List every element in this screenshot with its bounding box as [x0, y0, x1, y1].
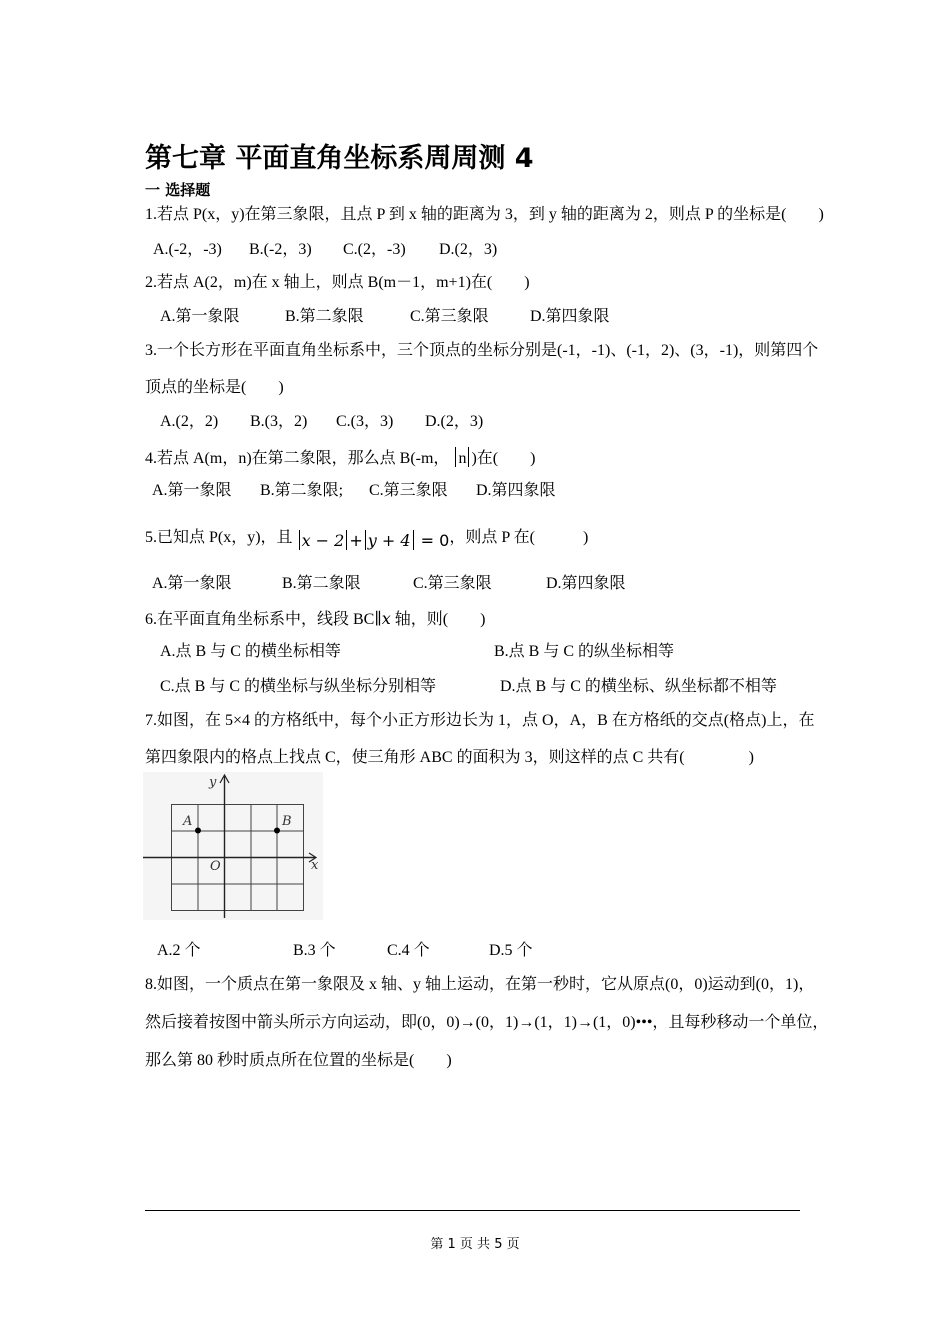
question-4-option-b: B.第二象限; — [260, 482, 344, 499]
question-7-option-a: A.2 个 — [157, 942, 201, 959]
question-3-stem-line-1: 3.一个长方形在平面直角坐标系中，三个顶点的坐标分别是(-1，-1)、(-1，2)、(3，-1)，则第四个 — [145, 342, 819, 359]
question-2-option-a: A.第一象限 — [160, 308, 240, 325]
formula-term-b: y + 4 — [367, 531, 411, 550]
formula-term-a: x − 2 — [301, 531, 345, 550]
question-6-option-c: C.点 B 与 C 的横坐标与纵坐标分别相等 — [160, 678, 437, 695]
formula-plus: + — [349, 531, 363, 550]
question-4-option-c: C.第三象限 — [369, 482, 448, 499]
question-2-option-d: D.第四象限 — [530, 308, 610, 325]
question-7-option-d: D.5 个 — [489, 942, 533, 959]
question-1-option-c: C.(2，-3) — [343, 241, 406, 258]
question-1-option-b: B.(-2，3) — [249, 241, 312, 258]
page-footer: 第 1 页 共 5 页 — [430, 1237, 520, 1252]
question-7-stem-line-2: 第四象限内的格点上找点 C，使三角形 ABC 的面积为 3，则这样的点 C 共有( ) — [145, 749, 754, 766]
question-6-option-b: B.点 B 与 C 的纵坐标相等 — [494, 643, 675, 660]
question-8-stem-line-3: 那么第 80 秒时质点所在位置的坐标是( ) — [145, 1052, 452, 1069]
question-5-stem — [145, 528, 588, 551]
footer-divider — [145, 1210, 800, 1211]
question-2-option-c: C.第三象限 — [410, 308, 489, 325]
question-6-stem-part-2: 轴，则( ) — [390, 611, 486, 628]
point-a-label: A — [183, 814, 193, 829]
abs-bar-right — [468, 447, 469, 467]
question-5-option-c: C.第三象限 — [413, 575, 492, 592]
section-heading: 一 选择题 — [145, 181, 211, 199]
y-axis-label: y — [209, 775, 217, 790]
question-3-option-d: D.(2，3) — [425, 413, 484, 430]
question-7-option-b: B.3 个 — [293, 942, 336, 959]
question-3-stem-line-2: 顶点的坐标是( ) — [145, 379, 284, 396]
formula-equals: = 0 — [420, 531, 450, 550]
question-7-stem-line-1: 7.如图，在 5×4 的方格纸中，每个小正方形边长为 1，点 O，A，B 在方格纸的交点(格点)上，在 — [145, 712, 815, 729]
question-4-abs-value: n — [458, 450, 467, 467]
question-4-stem — [145, 447, 535, 469]
question-4-stem-part-2: )在( ) — [471, 450, 536, 467]
absolute-value-equation — [297, 530, 450, 551]
question-5-stem-part-2: ，则点 P 在( ) — [449, 529, 589, 546]
grid-coordinate-figure — [143, 772, 323, 920]
question-3-option-b: B.(3，2) — [250, 413, 308, 430]
question-8-stem-line-1: 8.如图，一个质点在第一象限及 x 轴、y 轴上运动，在第一秒时，它从原点(0，0)运动到(0，1)， — [145, 976, 815, 993]
figure-background — [143, 772, 323, 920]
abs-bar-left — [455, 447, 456, 467]
question-3-option-c: C.(3，3) — [336, 413, 394, 430]
question-6-stem-part-1: 6.在平面直角坐标系中，线段 BC∥ — [145, 611, 382, 628]
question-1-stem: 1.若点 P(x，y)在第三象限，且点 P 到 x 轴的距离为 3，到 y 轴的距离为 2，则点 P 的坐标是( ) — [145, 206, 824, 223]
question-5-option-b: B.第二象限 — [282, 575, 361, 592]
question-8-stem-line-2: 然后接着按图中箭头所示方向运动，即(0，0)→(0，1)→(1，1)→(1，0)•••，且每秒移动一个单位， — [145, 1014, 829, 1031]
point-a-dot — [195, 828, 201, 834]
question-4-option-a: A.第一象限 — [152, 482, 232, 499]
question-5-stem-part-1: 5.已知点 P(x，y)，且 — [145, 529, 293, 546]
question-1-option-a: A.(-2，-3) — [153, 241, 222, 258]
question-7-option-c: C.4 个 — [387, 942, 430, 959]
question-2-option-b: B.第二象限 — [285, 308, 364, 325]
question-6-x-symbol: x — [381, 609, 391, 628]
question-4-option-d: D.第四象限 — [476, 482, 556, 499]
point-b-label: B — [282, 814, 292, 829]
point-b-dot — [274, 828, 280, 834]
question-5-option-d: D.第四象限 — [546, 575, 626, 592]
question-5-option-a: A.第一象限 — [152, 575, 232, 592]
x-axis-label: x — [311, 858, 319, 873]
page-title: 第七章 平面直角坐标系周周测 4 — [145, 143, 534, 174]
question-2-stem: 2.若点 A(2，m)在 x 轴上，则点 B(m－1，m+1)在( ) — [145, 274, 530, 291]
question-6-option-d: D.点 B 与 C 的横坐标、纵坐标都不相等 — [500, 678, 777, 695]
question-1-option-d: D.(2，3) — [439, 241, 498, 258]
question-3-option-a: A.(2，2) — [160, 413, 219, 430]
origin-label: O — [210, 859, 221, 874]
question-6-stem — [145, 609, 485, 630]
question-6-option-a: A.点 B 与 C 的横坐标相等 — [160, 643, 341, 660]
question-4-stem-part-1: 4.若点 A(m，n)在第二象限，那么点 B(-m， — [145, 450, 450, 467]
